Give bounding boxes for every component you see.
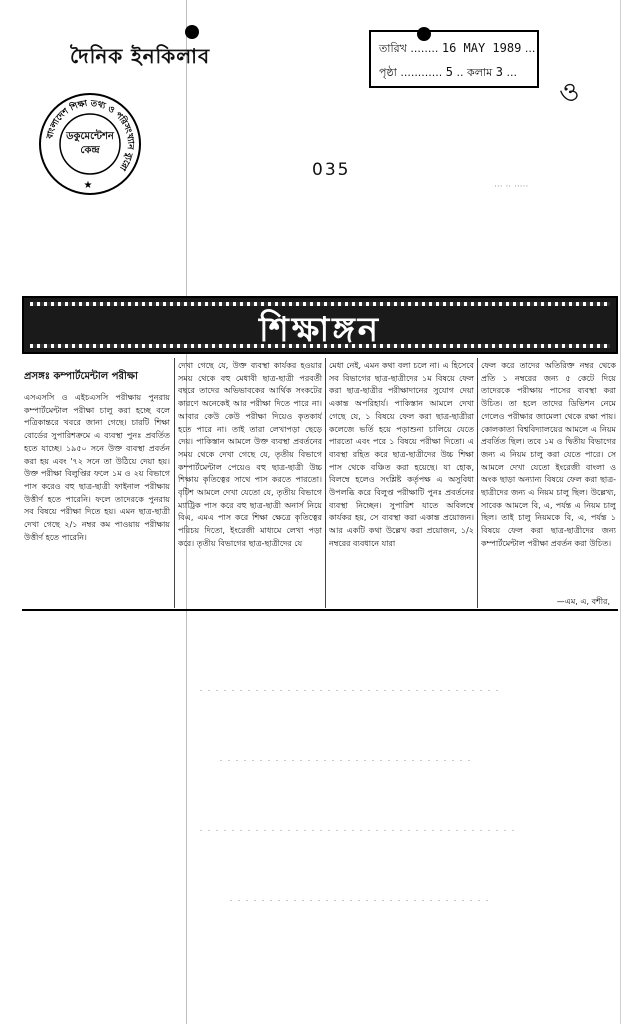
column-divider bbox=[174, 358, 175, 608]
banner-title: শিক্ষাঙ্গন bbox=[258, 310, 382, 350]
date-label: তারিখ bbox=[379, 42, 407, 55]
date-row: তারিখ ........ 16 MAY 1989 ... bbox=[379, 41, 536, 55]
date-stamp-box bbox=[369, 30, 539, 88]
column-divider bbox=[477, 358, 478, 608]
article-column-1 bbox=[24, 360, 170, 610]
article-column-2 bbox=[178, 360, 322, 610]
column-3-text: মেধা নেই, এমন কথা বলা চলে না। এ হিসেবে সব বিভাগের ছাত্র-ছাত্রীদের ১ম বিষয়ে ফেল করা ছাত্র-ছাত্রীর পরীক্ষাদানের সুযোগ দেয়া একান্ত অপরিহার্য। পাকিস্তান আমলে দেখা গেছে যে, ১ বিষয়ে ফেল করা ছাত্র-ছাত্রীরা কলেজে ভর্তি হয়ে পড়াশুনা চালিয়ে যেতে পারতো এবং পরে ১ বিষয়ে পরীক্ষা দিতো। এ ব্যবস্থা রহিত করে ছাত্র-ছাত্রীদের উচ্চ শিক্ষা পাস থেকে বঞ্চিত করা হয়েছে। যা হোক, বিলম্বে হলেও সংশ্লিষ্ট কর্তৃপক্ষ এ অসুবিধা উপলব্ধি করে বিলুপ্ত পরীক্ষাটি পুনঃ প্রবর্তনের ব্যবস্থা নিচ্ছেন। সুপারিশ যাতে অবিলম্বে কার্যকর হয়, সে ব্যবস্থা করা একান্ত প্রয়োজন। আর একটি কথা উল্লেখ করা প্রয়োজন, ১/২ নম্বরের ব্যবধানে যারা bbox=[329, 361, 474, 548]
article-column-3 bbox=[329, 360, 474, 610]
page-row: পৃষ্ঠা ............ 5 .. কলাম 3 ... bbox=[379, 65, 517, 79]
bleed-through-line bbox=[230, 900, 490, 901]
seal-ring-text: বাংলাদেশ শিক্ষা তথ্য ও পরিসংখ্যান ব্যুরো bbox=[45, 98, 136, 172]
svg-text:★: ★ bbox=[83, 180, 93, 191]
column-1-text: এসএসসি ও এইচএসসি পরীক্ষায় পুনরায় কম্পার্টমেন্টাল পরীক্ষা চালু করা হচ্ছে বলে পত্রিকান্তরে খবরে জানা গেছে। চারটি শিক্ষা বোর্ডের সুপারিশক্রমে এ ব্যবস্থা পুনঃ প্রবর্তিত হতে যাচ্ছে। ১৯৫০ সনে উক্ত ব্যবস্থা প্রবর্তন করা হয় এবং '৭২ সনে তা উঠিয়ে দেয়া হয়। উক্ত পরীক্ষা বিলুপ্তির ফলে ১ম ও ২য় বিভাগে পাস করেও বহু ছাত্র-ছাত্রী ফাইনাল পরীক্ষায় উত্তীর্ণ হতে পারেনি। ফলে তাদেরকে পুনরায় সব বিষয়ে পরীক্ষা দিতে হয়। এমন ছাত্র-ছাত্রী দেখা গেছে ২/১ নম্বর কম পাওয়ায় পরীক্ষায় উত্তীর্ণ হতে পারেনি। bbox=[24, 393, 170, 542]
article-heading: প্রসঙ্গঃ কম্পার্টমেন্টাল পরীক্ষা bbox=[24, 371, 138, 382]
documentation-seal bbox=[38, 92, 142, 196]
column-2-text: দেখা গেছে যে, উক্ত ব্যবস্থা কার্যকর হওয়ার সময় থেকে বহু মেধাবী ছাত্র-ছাত্রী পরবর্তী বছরে তাদের অভিভাবকের আর্থিক সংকটের কারণে অনেকেই আর পরীক্ষা দিতে পারে না। আবার কেউ কেউ পরীক্ষা দিয়েও কৃতকার্য হতে পারে না। তাই তারা লেখাপড়া ছেড়ে দেয়। পাকিস্তান আমলে উক্ত ব্যবস্থা প্রবর্তনের সময় থেকে দেখা গেছে যে, তৃতীয় বিভাগে কম্পার্টমেন্টাল পেয়েও বহু ছাত্র-ছাত্রী উচ্চ শিক্ষায় কৃতিত্বের সাথে পাস করতে পারতো। বৃটিশ আমলে দেখা যেতো যে, তৃতীয় বিভাগে ম্যাট্রিক পাস করে বহু ছাত্র-ছাত্রী অনার্স নিয়ে বিএ, এমএ পাস করে শিক্ষা ক্ষেত্রে কৃতিত্বের পরিচয় দিতো, ইংরেজী মাধ্যমে লেখা পড়া করে। তৃতীয় বিভাগের ছাত্র-ছাত্রীদের যে bbox=[178, 361, 322, 548]
document-code: 035 bbox=[312, 160, 351, 180]
column-value: 3 bbox=[495, 65, 503, 79]
bleed-through-line bbox=[200, 690, 500, 691]
column-label: কলাম bbox=[467, 66, 493, 79]
article-columns bbox=[22, 360, 618, 610]
seal-line-1: ডকুমেন্টেশন bbox=[66, 131, 114, 142]
column-divider bbox=[325, 358, 326, 608]
column-4-text: ফেল করে তাদের অতিরিক্ত নম্বর থেকে প্রতি ১ নম্বরের জন্য ৫ কেটে দিয়ে তাদেরকে পরীক্ষায় পাসের ব্যবস্থা করা উচিত। তা হলে তাদের ডিভিশন নেমে গেলেও পরীক্ষার জামেলা থেকে রক্ষা পায়। কোলকাতা বিশ্ববিদ্যালয়ের আমলে এ নিয়ম প্রবর্তিত ছিল। তবে ১ম ও দ্বিতীয় বিভাগের জন্য এ নিয়ম চালু করা যেতে পারে। সে আমলে দেখা যেতো ইংরেজী বাংলা ও অংক ছাড়া অন্যান্য বিষয়ে ফেল করা ছাত্র-ছাত্রীদের জন্য এ নিয়ম চালু ছিল। উল্লেখ্য, সাবেক আমলে বি, এ, পর্যন্ত এ নিয়ম চালু ছিল। তাই চালু নিয়মকে বি, এ, পর্যন্ত ১ বিষয়ে ফেল করা ছাত্র-ছাত্রীদের জন্য কম্পার্টমেন্টাল পরীক্ষা প্রবর্তন করা উচিত। bbox=[481, 361, 616, 548]
page-label: পৃষ্ঠা bbox=[379, 66, 397, 79]
article-column-4 bbox=[481, 360, 616, 610]
clipping-bottom-rule bbox=[22, 609, 618, 611]
page-value: 5 bbox=[445, 65, 454, 79]
section-banner bbox=[22, 296, 618, 354]
seal-center bbox=[38, 130, 142, 158]
author-byline: —এম, এ, বশীর, bbox=[556, 597, 610, 606]
date-value: 16 MAY 1989 bbox=[441, 41, 522, 55]
faint-bleed-text: ··· ·· ····· bbox=[494, 182, 529, 192]
handwritten-mark: ও bbox=[556, 76, 583, 110]
newspaper-clipping bbox=[22, 296, 618, 616]
seal-line-2: কেন্দ্র bbox=[80, 145, 100, 156]
page-edge bbox=[620, 0, 621, 1024]
newspaper-name: দৈনিক ইনকিলাব bbox=[70, 44, 211, 68]
punch-hole bbox=[185, 25, 199, 39]
bleed-through-line bbox=[220, 760, 470, 761]
bleed-through-line bbox=[200, 830, 520, 831]
